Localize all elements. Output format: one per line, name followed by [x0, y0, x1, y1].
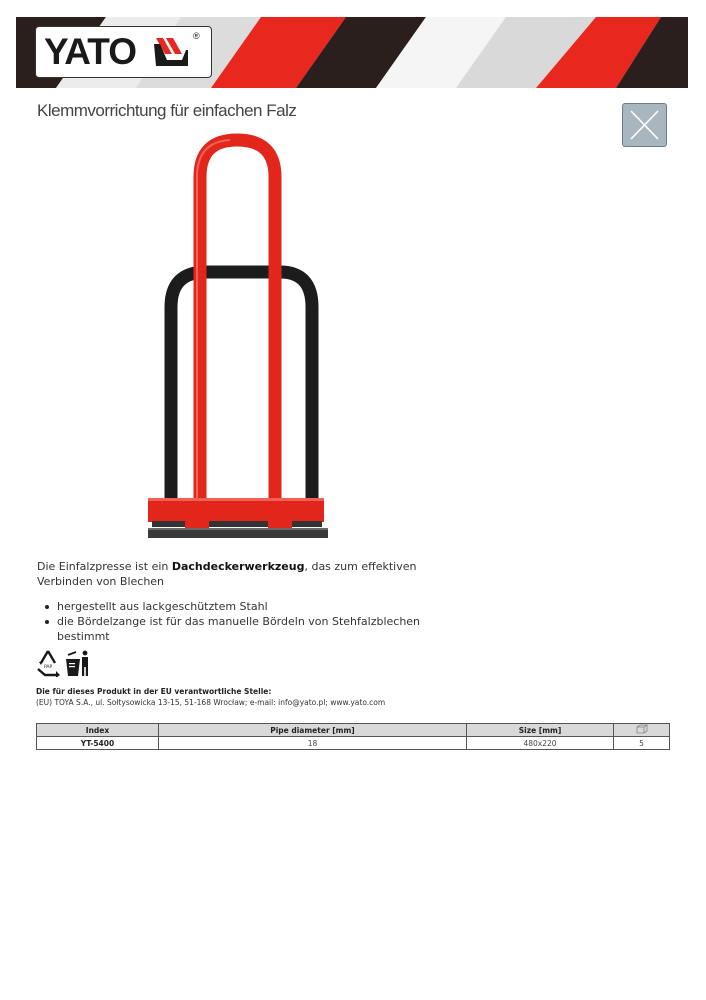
cell-size: 480x220 [467, 737, 614, 750]
disposal-symbols [36, 649, 96, 677]
yato-logo [35, 26, 212, 78]
header-pipe-diameter: Pipe diameter [mm] [159, 724, 467, 737]
seaming-clamp-image [140, 132, 340, 544]
page-title: Klemmvorrichtung für einfachen Falz [37, 101, 297, 120]
close-icon [623, 104, 666, 146]
header-size: Size [mm] [467, 724, 614, 737]
brand-name: YATO [44, 31, 136, 72]
header-index: Index [37, 724, 159, 737]
waste-bin-icon [66, 651, 88, 676]
responsible-entity-title: Die für dieses Produkt in der EU verantwortliche Stelle: [36, 687, 272, 696]
description-bold: Dachdeckerwerkzeug [171, 560, 305, 573]
product-description [37, 559, 457, 589]
table-header-row [37, 724, 670, 737]
table-row [37, 737, 670, 750]
yato-logo-mark-icon [152, 36, 190, 68]
close-button[interactable] [622, 103, 667, 147]
description-text-end: , das zum effektiven Verbinden von Blechen [37, 560, 417, 588]
cell-package-qty: 5 [614, 737, 670, 750]
feature-list [37, 599, 467, 644]
recycle-label: PAP [44, 665, 53, 670]
cell-index: YT-5400 [37, 737, 159, 750]
list-item: die Bördelzange ist für das manuelle Bördeln von Stehfalzblechen bestimmt [37, 614, 467, 644]
cell-pipe-diameter: 18 [159, 737, 467, 750]
list-item: hergestellt aus lackgeschütztem Stahl [37, 599, 467, 614]
spec-table [36, 723, 670, 750]
registered-mark: ® [193, 31, 200, 41]
header-package [614, 724, 670, 737]
product-image [140, 132, 340, 544]
package-box-icon [635, 724, 649, 734]
responsible-entity-address: (EU) TOYA S.A., ul. Sołtysowicka 13-15, 51-168 Wrocław; e-mail: info@yato.pl; www.yato.com [36, 698, 386, 707]
recycle-pap-icon [38, 651, 60, 677]
description-text: Die Einfalzpresse ist ein [37, 560, 172, 573]
